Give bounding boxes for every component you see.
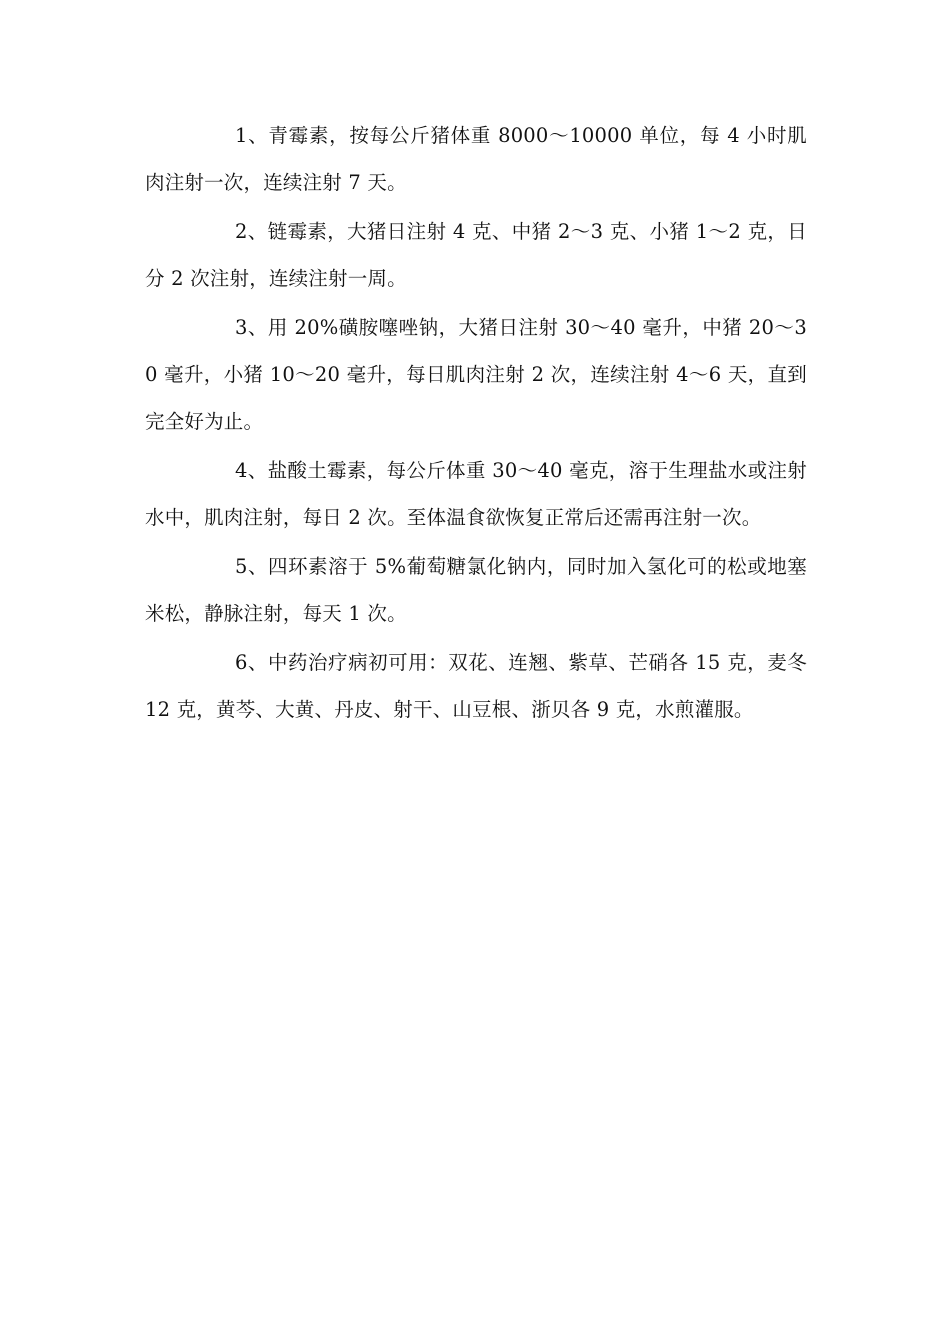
document-body (145, 112, 807, 735)
paragraph-5: 5、四环素溶于 5%葡萄糖氯化钠内，同时加入氢化可的松或地塞米松，静脉注射，每天 1 次。 (145, 555, 807, 625)
paragraph-1: 1、青霉素，按每公斤猪体重 8000～10000 单位，每 4 小时肌肉注射一次，连续注射 7 天。 (145, 124, 807, 194)
paragraph-4: 4、盐酸土霉素，每公斤体重 30～40 毫克，溶于生理盐水或注射水中，肌肉注射，每日 2 次。至体温食欲恢复正常后还需再注射一次。 (145, 459, 807, 529)
paragraph-3: 3、用 20%磺胺噻唑钠，大猪日注射 30～40 毫升，中猪 20～30 毫升，小猪 10～20 毫升，每日肌肉注射 2 次，连续注射 4～6 天，直到完全好为止。 (145, 316, 807, 433)
paragraph-2: 2、链霉素，大猪日注射 4 克、中猪 2～3 克、小猪 1～2 克，日分 2 次注射，连续注射一周。 (145, 220, 807, 290)
paragraph-6: 6、中药治疗病初可用：双花、连翘、紫草、芒硝各 15 克，麦冬 12 克，黄芩、大黄、丹皮、射干、山豆根、浙贝各 9 克，水煎灌服。 (145, 651, 807, 721)
